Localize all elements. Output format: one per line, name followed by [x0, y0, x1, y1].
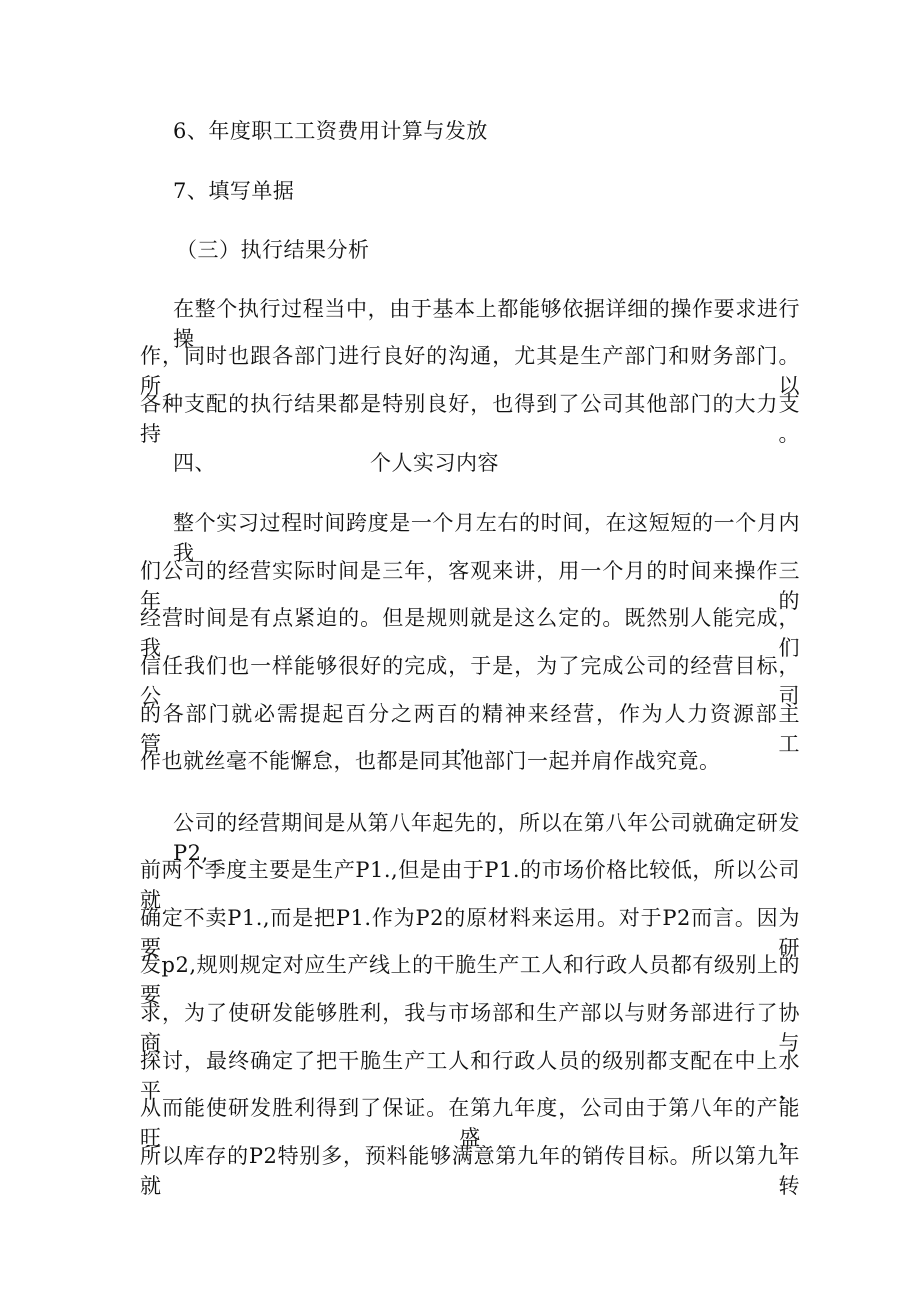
paragraph-line: 的各部门就必需提起百分之两百的精神来经营，作为人力资源部主管，工: [140, 702, 800, 756]
paragraph-line: 整个实习过程时间跨度是一个月左右的时间，在这短短的一个月内我: [173, 511, 800, 565]
list-item-7: 7、填写单据: [173, 179, 295, 203]
paragraph-line: 在整个执行过程当中，由于基本上都能够依据详细的操作要求进行操: [173, 297, 800, 351]
section-number: 四、: [173, 451, 216, 475]
paragraph-line: 经营时间是有点紧迫的。但是规则就是这么定的。既然别人能完成，我们: [140, 606, 800, 660]
paragraph-line: 发p2,规则规定对应生产线上的干脆生产工人和行政人员都有级别上的要: [140, 953, 800, 1007]
sub-heading: （三）执行结果分析: [176, 238, 370, 262]
section-title: 个人实习内容: [370, 451, 499, 475]
paragraph-line: 从而能使研发胜利得到了保证。在第九年度，公司由于第八年的产能旺盛，: [140, 1096, 800, 1150]
paragraph-line: 求，为了使研发能够胜利，我与市场部和生产部以与财务部进行了协商与: [140, 1001, 800, 1055]
paragraph-line: 公司的经营期间是从第八年起先的，所以在第八年公司就确定研发P2,: [173, 811, 800, 865]
paragraph-line: 确定不卖P1.,而是把P1.作为P2的原材料来运用。对于P2而言。因为要研: [140, 906, 800, 960]
paragraph-line: 作，同时也跟各部门进行良好的沟通，尤其是生产部门和财务部门。所以: [140, 344, 800, 398]
paragraph-line: 所以库存的P2特别多，预料能够满意第九年的销传目标。所以第九年就转: [140, 1144, 800, 1198]
paragraph-line: 信任我们也一样能够很好的完成，于是，为了完成公司的经营目标，公司: [140, 654, 800, 708]
paragraph-line: 作也就丝毫不能懈怠，也都是同其他部门一起并肩作战究竟。: [140, 749, 721, 773]
list-item-6: 6、年度职工工资费用计算与发放: [173, 119, 488, 143]
paragraph-line: 各种支配的执行结果都是特别良好，也得到了公司其他部门的大力支持。: [140, 392, 800, 446]
paragraph-line: 前两个季度主要是生产P1.,但是由于P1.的市场价格比较低，所以公司就: [140, 858, 800, 912]
paragraph-line: 探讨，最终确定了把干脆生产工人和行政人员的级别都支配在中上水平，: [140, 1049, 800, 1103]
paragraph-line: 们公司的经营实际时间是三年，客观来讲，用一个月的时间来操作三年的: [140, 559, 800, 613]
